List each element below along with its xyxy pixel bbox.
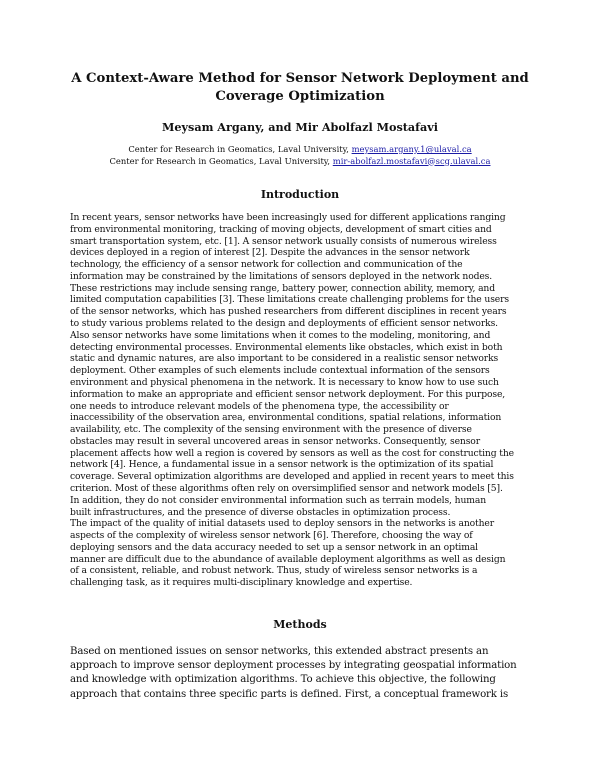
title-line: Coverage Optimization	[215, 89, 385, 104]
text-line: These restrictions may include sensing range, battery power, connection ability, memory, and	[70, 282, 495, 294]
text-line: information to make an appropriate and efficient sensor network deployment. For this purpose,	[70, 388, 506, 400]
text-line: Also sensor networks have some limitations when it comes to the modeling, monitoring, and	[70, 329, 491, 341]
text-line: of the sensor networks, which has pushed researchers from different disciplines in recent years	[70, 306, 507, 318]
text-line: detecting environmental processes. Environmental elements like obstacles, which exist in both	[70, 341, 503, 353]
text-line: The impact of the quality of initial datasets used to deploy sensors in the networks is another	[70, 518, 495, 530]
text-line: approach that contains three specific parts is defined. First, a conceptual framework is	[70, 688, 509, 700]
text-line: inaccessibility of the observation area, environmental conditions, spatial relations, information	[70, 412, 502, 424]
text-line: obstacles may result in several uncovered areas in sensor networks. Consequently, sensor	[70, 435, 480, 447]
author-list: Meysam Argany, and Mir Abolfazl Mostafavi	[162, 120, 438, 134]
text-line: availability, etc. The complexity of the sensing environment with the presence of diverse	[70, 424, 472, 436]
affiliation-text: Center for Research in Geomatics, Laval University,	[128, 144, 352, 154]
text-line: and knowledge with optimization algorithms. To achieve this objective, the following	[70, 674, 496, 686]
text-line: of a consistent, reliable, and robust network. Thus, study of wireless sensor networks is a	[70, 565, 478, 577]
text-line: criterion. Most of these algorithms often rely on oversimplified sensor and network models [5].	[70, 482, 503, 494]
text-line: limited computation capabilities [3]. These limitations create challenging problems for the users	[70, 294, 509, 306]
affiliation-line	[60, 144, 540, 156]
text-line: to study various problems related to the design and deployments of efficient sensor networks.	[70, 318, 498, 330]
text-line: from environmental monitoring, tracking of moving objects, development of smart cities and	[70, 223, 492, 235]
introduction-body	[70, 212, 534, 589]
text-line: challenging task, as it requires multi-disciplinary knowledge and expertise.	[70, 577, 413, 589]
text-line: coverage. Several optimization algorithms are developed and applied in recent years to meet this	[70, 471, 514, 483]
methods-body	[70, 645, 534, 702]
affiliation-text: Center for Research in Geomatics, Laval University,	[109, 155, 333, 166]
text-line: placement affects how well a region is covered by sensors as well as the cost for constructing the	[70, 447, 514, 459]
affiliations	[60, 144, 540, 167]
text-line: deployment. Other examples of such elements include contextual information of the sensors	[70, 365, 490, 377]
text-line: technology, the efficiency of a sensor network for collection and communication of the	[70, 259, 463, 271]
text-line: built infrastructures, and the presence of diverse obstacles in optimization process.	[70, 506, 451, 518]
text-line: In addition, they do not consider environmental information such as terrain models, human	[70, 494, 486, 506]
text-line: aspects of the complexity of wireless sensor network [6]. Therefore, choosing the way of	[70, 530, 473, 542]
paper-title	[60, 70, 540, 106]
text-line: devices deployed in a region of interest [2]. Despite the advances in the sensor network	[70, 247, 470, 259]
text-line: one needs to introduce relevant models of the phenomena type, the accessibility or	[70, 400, 449, 412]
text-line: environment and physical phenomena in the network. It is necessary to know how to use such	[70, 376, 499, 388]
author-email-link[interactable]: meysam.argany.1@ulaval.ca	[351, 144, 472, 154]
text-line: In recent years, sensor networks have been increasingly used for different applications ranging	[70, 212, 506, 223]
text-line: static and dynamic natures, are also important to be considered in a realistic sensor networks	[70, 353, 499, 365]
text-line: Based on mentioned issues on sensor networks, this extended abstract presents an	[70, 646, 489, 657]
text-line: deploying sensors and the data accuracy needed to set up a sensor network in an optimal	[70, 541, 478, 553]
affiliation-line	[60, 156, 540, 168]
title-line: A Context-Aware Method for Sensor Network Deployment and	[71, 71, 529, 86]
methods-heading: Methods	[273, 618, 327, 631]
text-line: smart transportation system, etc. [1]. A sensor network usually consists of numerous wireless	[70, 235, 497, 247]
text-line: approach to improve sensor deployment processes by integrating geospatial information	[70, 660, 517, 672]
text-line: network [4]. Hence, a fundamental issue in a sensor network is the optimization of its spatial	[70, 459, 494, 471]
text-line: information may be constrained by the limitations of sensors deployed in the network nodes.	[70, 270, 493, 282]
introduction-heading: Introduction	[260, 188, 340, 201]
text-line: manner are difficult due to the abundance of available deployment algorithms as well as design	[70, 553, 506, 565]
author-email-link[interactable]: mir-abolfazl.mostafavi@scg.ulaval.ca	[332, 155, 491, 166]
